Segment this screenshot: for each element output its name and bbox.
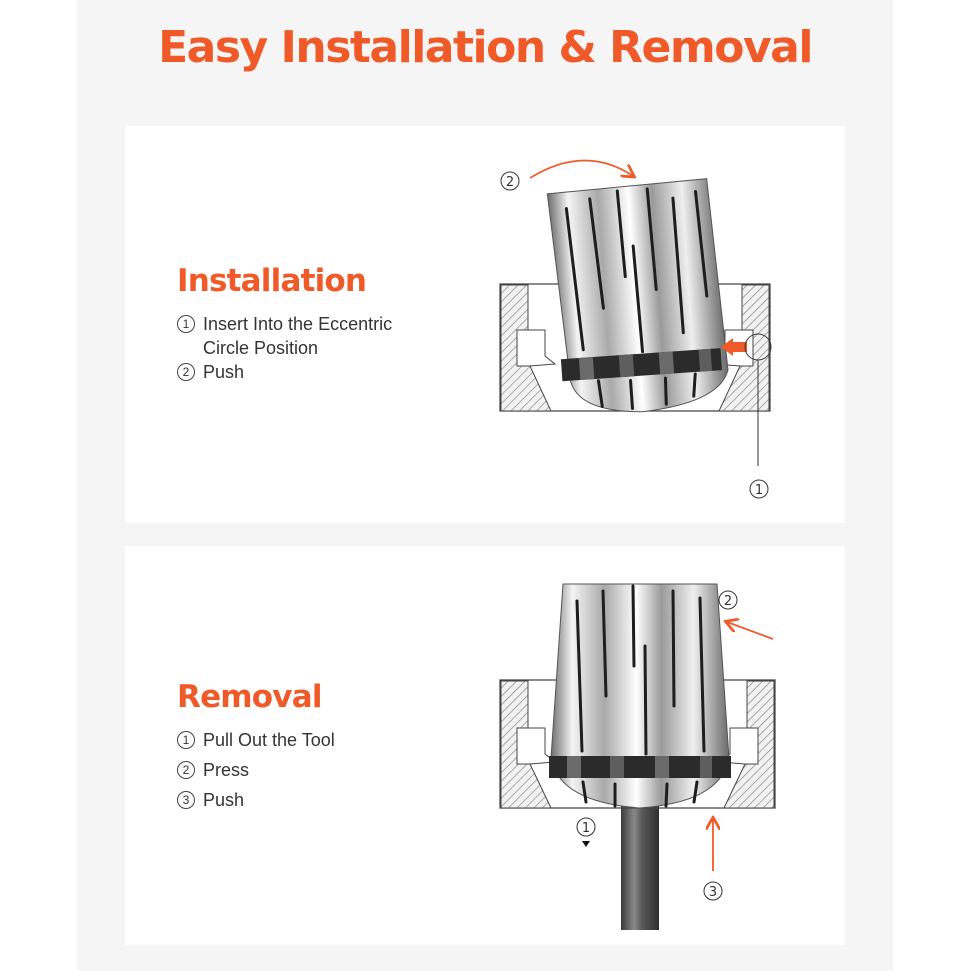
collet [549,584,731,808]
removal-card [125,546,845,945]
step-text: Push [203,362,245,382]
callout-label: 1 [754,483,764,498]
step-number: 3 [177,791,195,809]
removal-diagram [125,546,845,945]
step-text: Push [203,790,245,810]
step-text: Insert Into the Eccentric Circle Position [203,314,393,358]
step-text: Pull Out the Tool [203,730,335,750]
down-triangle-icon [582,841,590,847]
removal-heading: Removal [177,679,322,715]
installation-heading: Installation [177,263,367,299]
rotate-arrow-icon [530,160,633,178]
collet [547,178,730,417]
callout-label: 3 [708,885,718,900]
step-number: 1 [177,315,195,333]
installation-card [125,126,845,523]
callout-label: 2 [505,175,515,190]
callout-label: 1 [581,821,591,836]
step-number: 1 [177,731,195,749]
step-number: 2 [177,761,195,779]
installation-diagram [125,126,845,523]
page-title: Easy Installation & Removal [158,22,812,73]
callout-label: 2 [723,594,733,609]
step-number: 2 [177,363,195,381]
press-arrow-icon [727,622,773,639]
step-text: Press [203,760,250,780]
